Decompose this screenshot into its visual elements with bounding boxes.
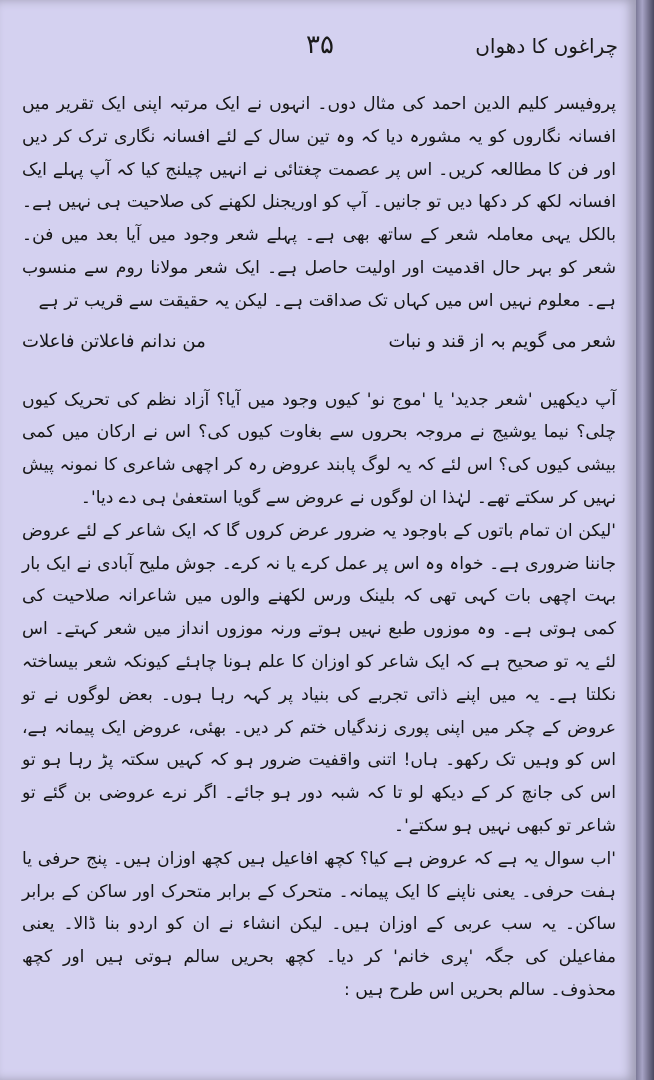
- page-edge: [636, 0, 654, 1080]
- verse-first-half: شعر می گویم بہ از قند و نبات: [388, 330, 616, 352]
- paragraph-2: آپ دیکھیں 'شعر جدید' یا 'موج نو' کیوں وجود میں آیا؟ آزاد نظم کی تحریک کیوں چلی؟ نیما یوشیج نے مروجہ بحروں سے بغاوت کیوں کی؟ اس نے ارکان میں کمی بیشی کیوں کی؟ اس لئے کہ یہ لوگ پابند عروض رہ کر اچھی شاعری کا نمونہ پیش نہیں کر سکتے تھے۔ لہٰذا ان لوگوں نے عروض سے گویا استعفیٰ ہی دے دیا'۔: [22, 389, 616, 508]
- page-number: ۳۵: [306, 30, 334, 60]
- paragraph-1: پروفیسر کلیم الدین احمد کی مثال دوں۔ انہوں نے ایک مرتبہ اپنی ایک تقریر میں افسانہ نگاروں کو یہ مشورہ دیا کہ وہ تین سال کے لئے افسانہ نگاری ترک کر دیں اور فن کا مطالعہ کریں۔ اس پر عصمت چغتائی نے انہیں چیلنج کیا کہ آپ پہلے ایک افسانہ لکھ کر دکھا دیں تو جانیں۔ آپ کو اوریجنل لکھنے کی صلاحیت ہی نہیں ہے۔ بالکل یہی معاملہ شعر کے ساتھ بھی ہے۔ پہلے شعر وجود میں آیا بعد میں فن۔ شعر کو بہر حال اقدمیت اور اولیت حاصل ہے۔ ایک شعر مولانا روم سے منسوب ہے۔ معلوم نہیں اس میں کہاں تک صداقت ہے۔ لیکن یہ حقیقت سے قریب تر ہے: [22, 94, 616, 311]
- body-text: [22, 88, 616, 1007]
- paragraph-4: 'اب سوال یہ ہے کہ عروض ہے کیا؟ کچھ افاعیل ہیں کچھ اوزان ہیں۔ پنج حرفی یا ہفت حرفی۔ یعنی ناپنے کا ایک پیمانہ۔ متحرک کے برابر متحرک اور ساکن کے برابر ساکن۔ یہ سب عربی کے اوزان ہیں۔ لیکن انشاء نے ان کو اردو بنا ڈالا۔ یعنی مفاعیلن کی جگہ 'پری خانم' کر دیا۔ کچھ بحریں سالم ہوتی ہیں اور کچھ محذوف۔ سالم بحریں اس طرح ہیں :: [22, 848, 616, 1000]
- verse-second-half: من ندانم فاعلاتن فاعلات: [22, 330, 206, 352]
- persian-verse: [22, 326, 616, 358]
- page-header: [22, 30, 618, 70]
- book-title: چراغوں کا دھواں: [475, 34, 618, 58]
- paragraph-3: 'لیکن ان تمام باتوں کے باوجود یہ ضرور عرض کروں گا کہ ایک شاعر کے لئے عروض جاننا ضروری ہے۔ خواہ وہ اس پر عمل کرے یا نہ کرے۔ جوش ملیح آبادی نے ایک بار بہت اچھی بات کہی تھی کہ بلینک ورس لکھنے والوں میں شاعرانہ صلاحیت کی کمی ہوتی ہے۔ وہ موزوں طبع نہیں ہوتے ورنہ موزوں انداز میں شعر کہتے۔ اس لئے یہ تو صحیح ہے کہ ایک شاعر کو اوزان کا علم ہونا چاہئے کیونکہ شعر بیساختہ نکلتا ہے۔ یہ میں اپنے ذاتی تجربے کی بنیاد پر کہہ رہا ہوں۔ بعض لوگوں نے تو عروض کے چکر میں اپنی پوری زندگیاں ختم کر دیں۔ بھئی، عروض ایک پیمانہ ہے، اس کو وہیں تک رکھو۔ ہاں! اتنی واقفیت ضرور ہو کہ کہیں سکتہ پڑ رہا ہو تو اس کی جانچ کر کے دیکھ لو تا کہ شبہ دور ہو جائے۔ اگر نرے عروضی بن گئے تو شاعر تو کبھی نہیں ہو سکتے'۔: [22, 520, 616, 836]
